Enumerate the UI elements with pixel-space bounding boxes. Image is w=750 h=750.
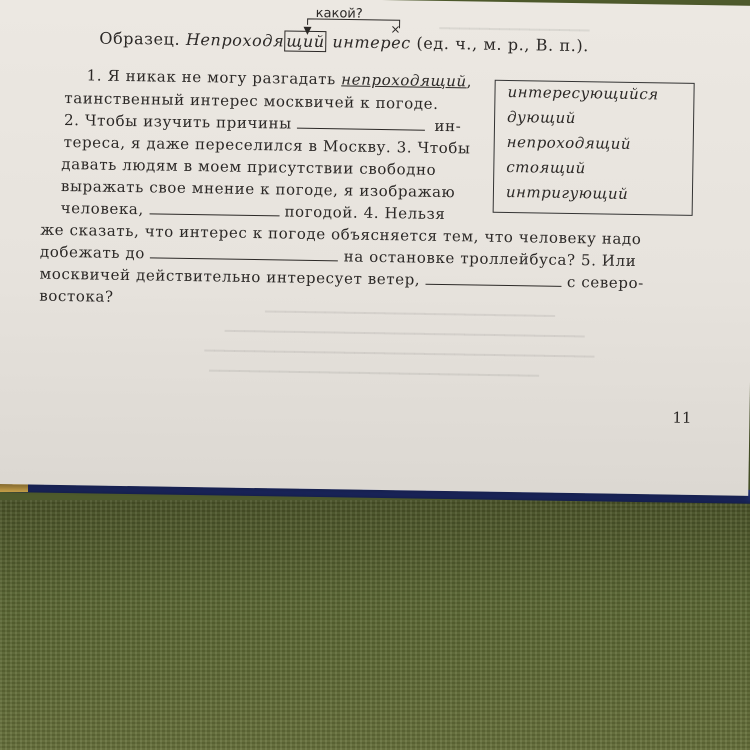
carpet-background bbox=[0, 500, 750, 750]
text: ин- bbox=[434, 116, 462, 136]
exercise-line-3 bbox=[64, 111, 462, 135]
sample-noun bbox=[332, 32, 411, 52]
exercise-line-4: тереса, я даже переселился в Москву. 3. Чтобы bbox=[63, 133, 471, 158]
word-bank-item: дующий bbox=[506, 107, 577, 128]
word-bank-item: непроходящий bbox=[506, 132, 632, 153]
bleed-through-text: ▁▁▁▁▁▁▁▁▁▁▁▁▁▁▁▁▁▁▁▁▁▁▁▁▁▁▁▁▁▁▁▁▁ bbox=[209, 357, 540, 378]
word-bank-item: интригующий bbox=[505, 182, 629, 203]
answer-blank[interactable] bbox=[297, 116, 425, 131]
word-bank bbox=[493, 80, 695, 216]
word-bank-item: стоящий bbox=[506, 157, 586, 178]
exercise-line-11: востока? bbox=[39, 286, 114, 306]
text: , bbox=[466, 72, 473, 91]
exercise-line-5: давать людям в моем присутствии свободно bbox=[61, 154, 437, 179]
underlined-word: непроходящий bbox=[341, 70, 467, 91]
noun-part: рес bbox=[380, 32, 411, 53]
grammar-note: (ед. ч., м. р., В. п.). bbox=[416, 33, 590, 56]
adjective-ending-box: щий bbox=[284, 30, 327, 52]
text: погодой. 4. Нельзя bbox=[284, 202, 446, 224]
sample-line bbox=[99, 29, 589, 56]
text: на остановке троллейбуса? 5. Или bbox=[343, 247, 637, 271]
bleed-through-text: ▁▁▁▁▁▁▁▁▁▁▁▁▁▁▁ bbox=[439, 14, 590, 33]
sample-label: Образец. bbox=[99, 28, 181, 49]
bleed-through-text: ▁▁▁▁▁▁▁▁▁▁▁▁▁▁▁▁▁▁▁▁▁▁▁▁▁▁▁▁▁▁▁▁▁▁▁▁▁▁▁ bbox=[204, 337, 595, 359]
adjective-stem: Непроходя bbox=[185, 29, 285, 51]
text: 1. Я никак не могу разгадать bbox=[86, 66, 342, 89]
exercise-line-1 bbox=[87, 66, 473, 90]
answer-blank[interactable] bbox=[150, 245, 338, 261]
noun-part: инт bbox=[332, 32, 371, 52]
sample-adjective bbox=[186, 30, 327, 52]
noun-stressed-vowel: е bbox=[370, 32, 381, 52]
exercise-line-8: же сказать, что интерес к погоде объясняется тем, что человеку надо bbox=[40, 220, 642, 249]
word-bank-item: интересующийся bbox=[507, 82, 659, 104]
text: добежать до bbox=[39, 242, 146, 263]
text: москвичей действительно интересует ветер, bbox=[39, 264, 421, 289]
bleed-through-text: ▁▁▁▁▁▁▁▁▁▁▁▁▁▁▁▁▁▁▁▁▁▁▁▁▁▁▁▁▁ bbox=[265, 298, 556, 318]
answer-blank[interactable] bbox=[149, 201, 279, 216]
bleed-through-text: ▁▁▁▁▁▁▁▁▁▁▁▁▁▁▁▁▁▁▁▁▁▁▁▁▁▁▁▁▁▁▁▁▁▁▁▁ bbox=[224, 317, 585, 339]
question-label: какой? bbox=[315, 5, 363, 22]
page-number: 11 bbox=[672, 408, 692, 427]
exercise-line-10 bbox=[39, 265, 644, 292]
exercise-line-6: выражать свое мнение к погоде, я изображаю bbox=[60, 176, 456, 202]
cross-mark: × bbox=[390, 22, 402, 37]
answer-blank[interactable] bbox=[426, 272, 562, 287]
text: 2. Чтобы изучить причины bbox=[63, 111, 292, 133]
text: человека, bbox=[60, 198, 144, 219]
text: с северо- bbox=[566, 272, 644, 293]
exercise-line-2: таинственный интерес москвичей к погоде. bbox=[64, 89, 439, 113]
exercise-line-7 bbox=[61, 199, 446, 223]
